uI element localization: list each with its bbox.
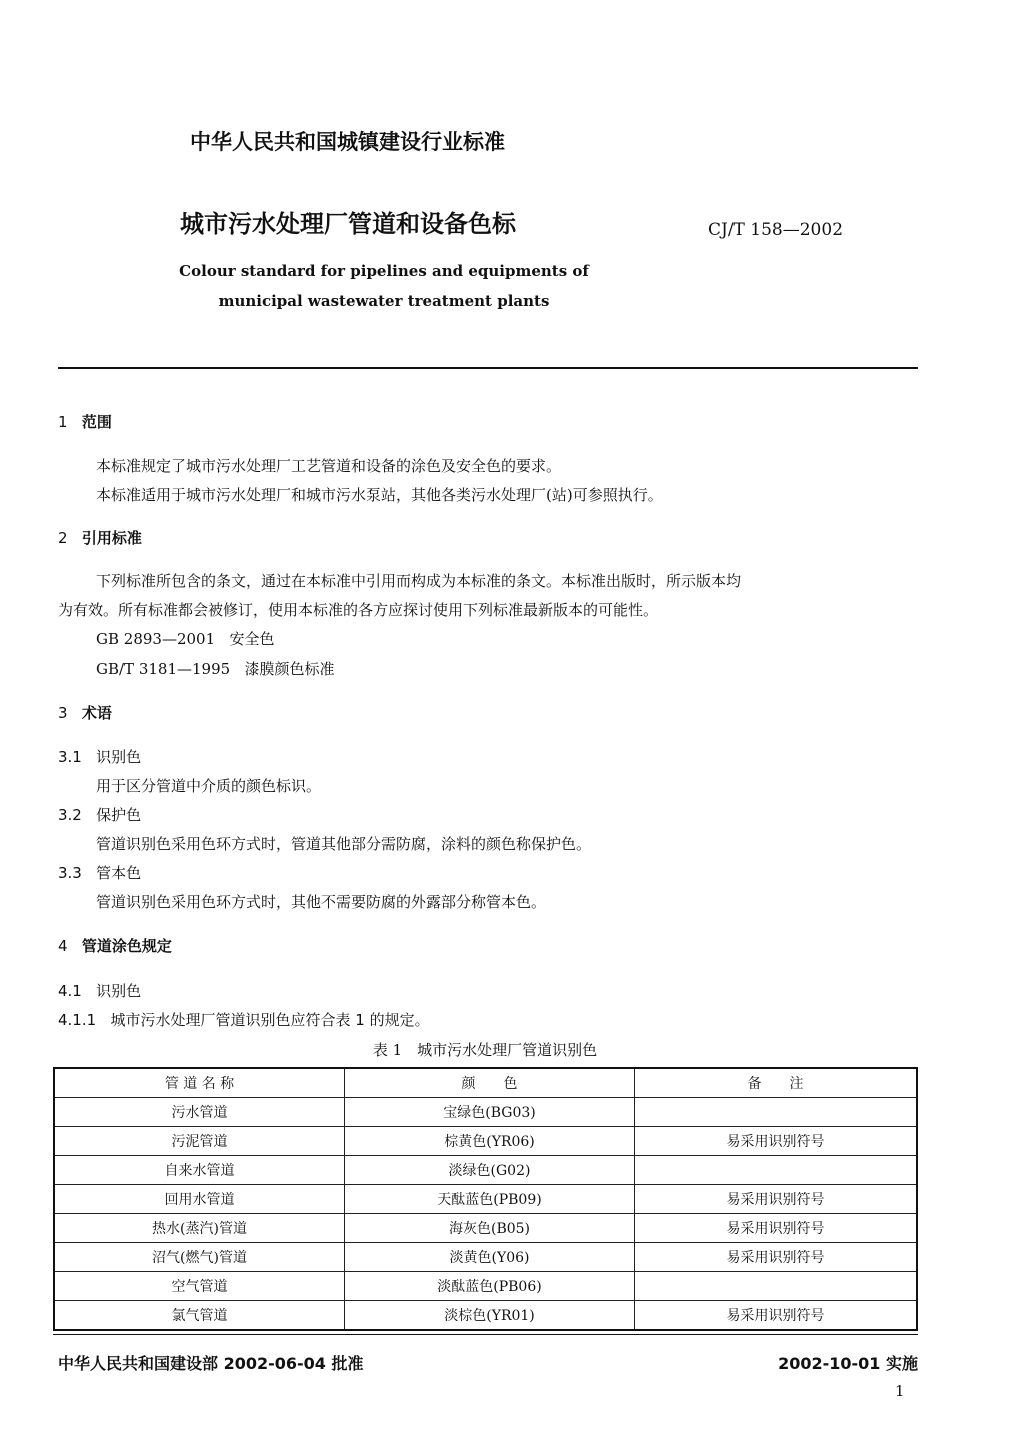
doc-code: CJ/T 158—2002	[708, 220, 844, 240]
cell: 淡棕色(YR01)	[345, 1301, 635, 1331]
reference-item: GB 2893—2001 安全色	[96, 630, 275, 648]
section-3-heading: 3 术语	[58, 704, 112, 722]
table-row	[54, 1127, 917, 1156]
term-definition: 管道识别色采用色环方式时，管道其他部分需防腐，涂料的颜色称保护色。	[96, 835, 592, 853]
table-row	[54, 1185, 917, 1214]
cell: 宝绿色(BG03)	[345, 1098, 635, 1127]
cell: 自来水管道	[54, 1156, 345, 1185]
cell: 海灰色(B05)	[345, 1214, 635, 1243]
cell: 淡绿色(G02)	[345, 1156, 635, 1185]
term-definition: 管道识别色采用色环方式时，其他不需要防腐的外露部分称管本色。	[96, 893, 547, 911]
pipe-color-table	[53, 1067, 918, 1331]
cell: 天酞蓝色(PB09)	[345, 1185, 635, 1214]
effective-date: 2002-10-01 实施	[778, 1354, 918, 1373]
cell: 污水管道	[54, 1098, 345, 1127]
cell: 沼气(燃气)管道	[54, 1243, 345, 1272]
cell: 污泥管道	[54, 1127, 345, 1156]
cell: 淡酞蓝色(PB06)	[345, 1272, 635, 1301]
cell: 易采用识别符号	[635, 1301, 918, 1331]
page-number: 1	[895, 1382, 905, 1400]
header-cell: 管 道 名 称	[54, 1068, 345, 1098]
term-heading: 3.2 保护色	[58, 806, 142, 824]
issuing-org: 中华人民共和国城镇建设行业标准	[190, 130, 505, 154]
term-definition: 用于区分管道中介质的颜色标识。	[96, 777, 322, 795]
cell	[635, 1156, 918, 1185]
cell: 淡黄色(Y06)	[345, 1243, 635, 1272]
cell: 易采用识别符号	[635, 1214, 918, 1243]
table-row	[54, 1098, 917, 1127]
paragraph: 本标准适用于城市污水处理厂和城市污水泵站，其他各类污水处理厂(站)可参照执行。	[96, 486, 663, 504]
cell: 回用水管道	[54, 1185, 345, 1214]
paragraph: 为有效。所有标准都会被修订，使用本标准的各方应探讨使用下列标准最新版本的可能性。	[58, 601, 659, 619]
approval-date: 中华人民共和国建设部 2002-06-04 批准	[58, 1354, 364, 1373]
term-heading: 3.1 识别色	[58, 748, 142, 766]
section-1-heading: 1 范围	[58, 413, 112, 431]
table-row	[54, 1301, 917, 1331]
table-header-row	[54, 1068, 917, 1098]
section-4-heading: 4 管道涂色规定	[58, 937, 172, 955]
english-title-line2: municipal wastewater treatment plants	[218, 292, 550, 310]
table-caption: 表 1 城市污水处理厂管道识别色	[372, 1041, 598, 1059]
cell: 空气管道	[54, 1272, 345, 1301]
paragraph: 下列标准所包含的条文，通过在本标准中引用而构成为本标准的条文。本标准出版时，所示版本均	[96, 572, 742, 590]
reference-item: GB/T 3181—1995 漆膜颜色标准	[96, 660, 335, 678]
table-row	[54, 1243, 917, 1272]
section-2-heading: 2 引用标准	[58, 529, 142, 547]
cell	[635, 1272, 918, 1301]
table-row	[54, 1156, 917, 1185]
table-row	[54, 1214, 917, 1243]
paragraph: 本标准规定了城市污水处理厂工艺管道和设备的涂色及安全色的要求。	[96, 457, 562, 475]
cell: 易采用识别符号	[635, 1127, 918, 1156]
clause: 4.1.1 城市污水处理厂管道识别色应符合表 1 的规定。	[58, 1011, 430, 1029]
english-title-line1: Colour standard for pipelines and equipments of	[179, 262, 589, 280]
header-cell: 备 注	[635, 1068, 918, 1098]
header-rule	[58, 367, 918, 369]
cell: 易采用识别符号	[635, 1243, 918, 1272]
cell: 易采用识别符号	[635, 1185, 918, 1214]
subsection-heading: 4.1 识别色	[58, 982, 142, 1000]
cell: 氯气管道	[54, 1301, 345, 1331]
footer-rule	[53, 1334, 918, 1335]
doc-title: 城市污水处理厂管道和设备色标	[180, 210, 516, 238]
header-cell: 颜 色	[345, 1068, 635, 1098]
term-heading: 3.3 管本色	[58, 864, 142, 882]
cell: 热水(蒸汽)管道	[54, 1214, 345, 1243]
cell: 棕黄色(YR06)	[345, 1127, 635, 1156]
cell	[635, 1098, 918, 1127]
table-row	[54, 1272, 917, 1301]
